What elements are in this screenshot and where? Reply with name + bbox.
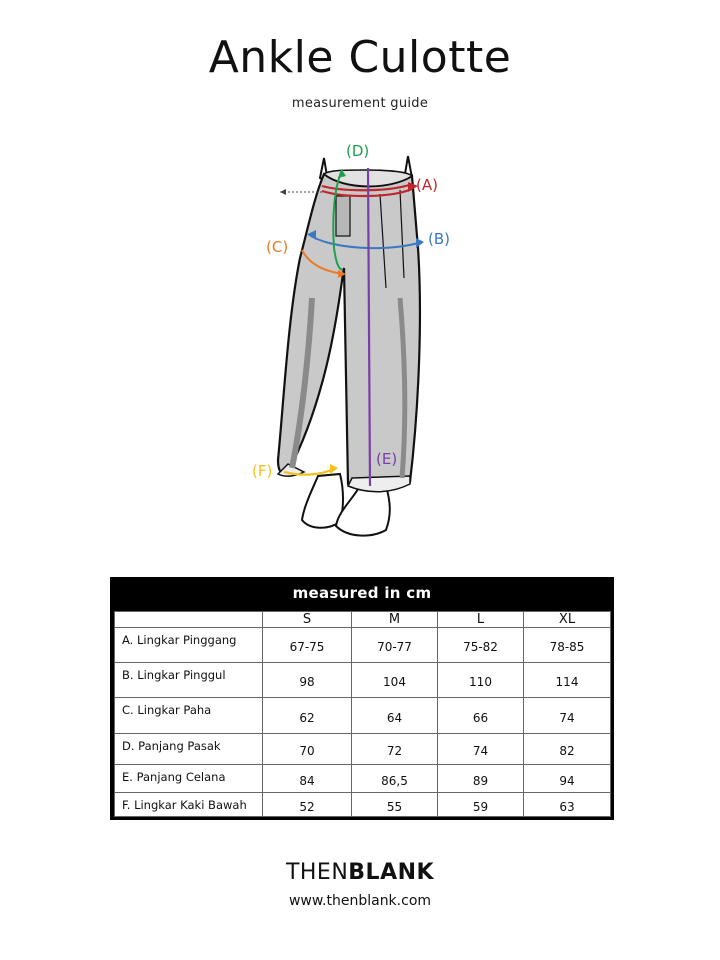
row-label: C. Lingkar Paha	[115, 698, 263, 734]
row-label: F. Lingkar Kaki Bawah	[115, 793, 263, 817]
table-row	[115, 628, 611, 663]
label-b: (B)	[428, 230, 450, 248]
label-a: (A)	[416, 176, 438, 194]
table-cell: 74	[524, 698, 611, 734]
table-cell: 98	[263, 663, 352, 698]
row-label: A. Lingkar Pinggang	[115, 628, 263, 663]
table-row	[115, 793, 611, 817]
label-f: (F)	[252, 462, 273, 480]
table-cell: 66	[438, 698, 524, 734]
table-cell: 63	[524, 793, 611, 817]
label-e: (E)	[376, 450, 398, 468]
table-row	[115, 734, 611, 765]
column-header	[115, 612, 263, 628]
label-d: (D)	[346, 142, 370, 160]
column-header: S	[263, 612, 352, 628]
table-cell: 59	[438, 793, 524, 817]
brand-logo	[0, 860, 720, 885]
row-label: B. Lingkar Pinggul	[115, 663, 263, 698]
page-title: Ankle Culotte	[208, 32, 512, 83]
table-cell: 78-85	[524, 628, 611, 663]
table-cell: 104	[352, 663, 438, 698]
table-cell: 64	[352, 698, 438, 734]
table-row	[115, 698, 611, 734]
size-chart-caption: measured in cm	[292, 584, 432, 602]
size-chart	[110, 577, 614, 820]
size-table	[114, 611, 611, 817]
table-cell: 82	[524, 734, 611, 765]
table-cell: 55	[352, 793, 438, 817]
table-header-row	[115, 612, 611, 628]
brand-logo-then: THEN	[285, 860, 349, 885]
table-cell: 89	[438, 765, 524, 793]
pants-body	[278, 170, 420, 492]
table-cell: 114	[524, 663, 611, 698]
table-cell: 70	[263, 734, 352, 765]
brand-logo-blank: BLANK	[348, 860, 435, 885]
table-cell: 67-75	[263, 628, 352, 663]
pants-illustration	[240, 138, 470, 558]
table-cell: 110	[438, 663, 524, 698]
table-cell: 52	[263, 793, 352, 817]
table-cell: 94	[524, 765, 611, 793]
label-c: (C)	[266, 238, 289, 256]
table-cell: 74	[438, 734, 524, 765]
table-cell: 75-82	[438, 628, 524, 663]
column-header: XL	[524, 612, 611, 628]
row-label: D. Panjang Pasak	[115, 734, 263, 765]
column-header: L	[438, 612, 524, 628]
table-row	[115, 663, 611, 698]
column-header: M	[352, 612, 438, 628]
table-cell: 84	[263, 765, 352, 793]
table-cell: 72	[352, 734, 438, 765]
table-cell: 62	[263, 698, 352, 734]
table-row	[115, 765, 611, 793]
page-subtitle: measurement guide	[291, 96, 429, 111]
table-cell: 70-77	[352, 628, 438, 663]
table-cell: 86,5	[352, 765, 438, 793]
website-link[interactable]: www.thenblank.com	[288, 893, 432, 909]
row-label: E. Panjang Celana	[115, 765, 263, 793]
